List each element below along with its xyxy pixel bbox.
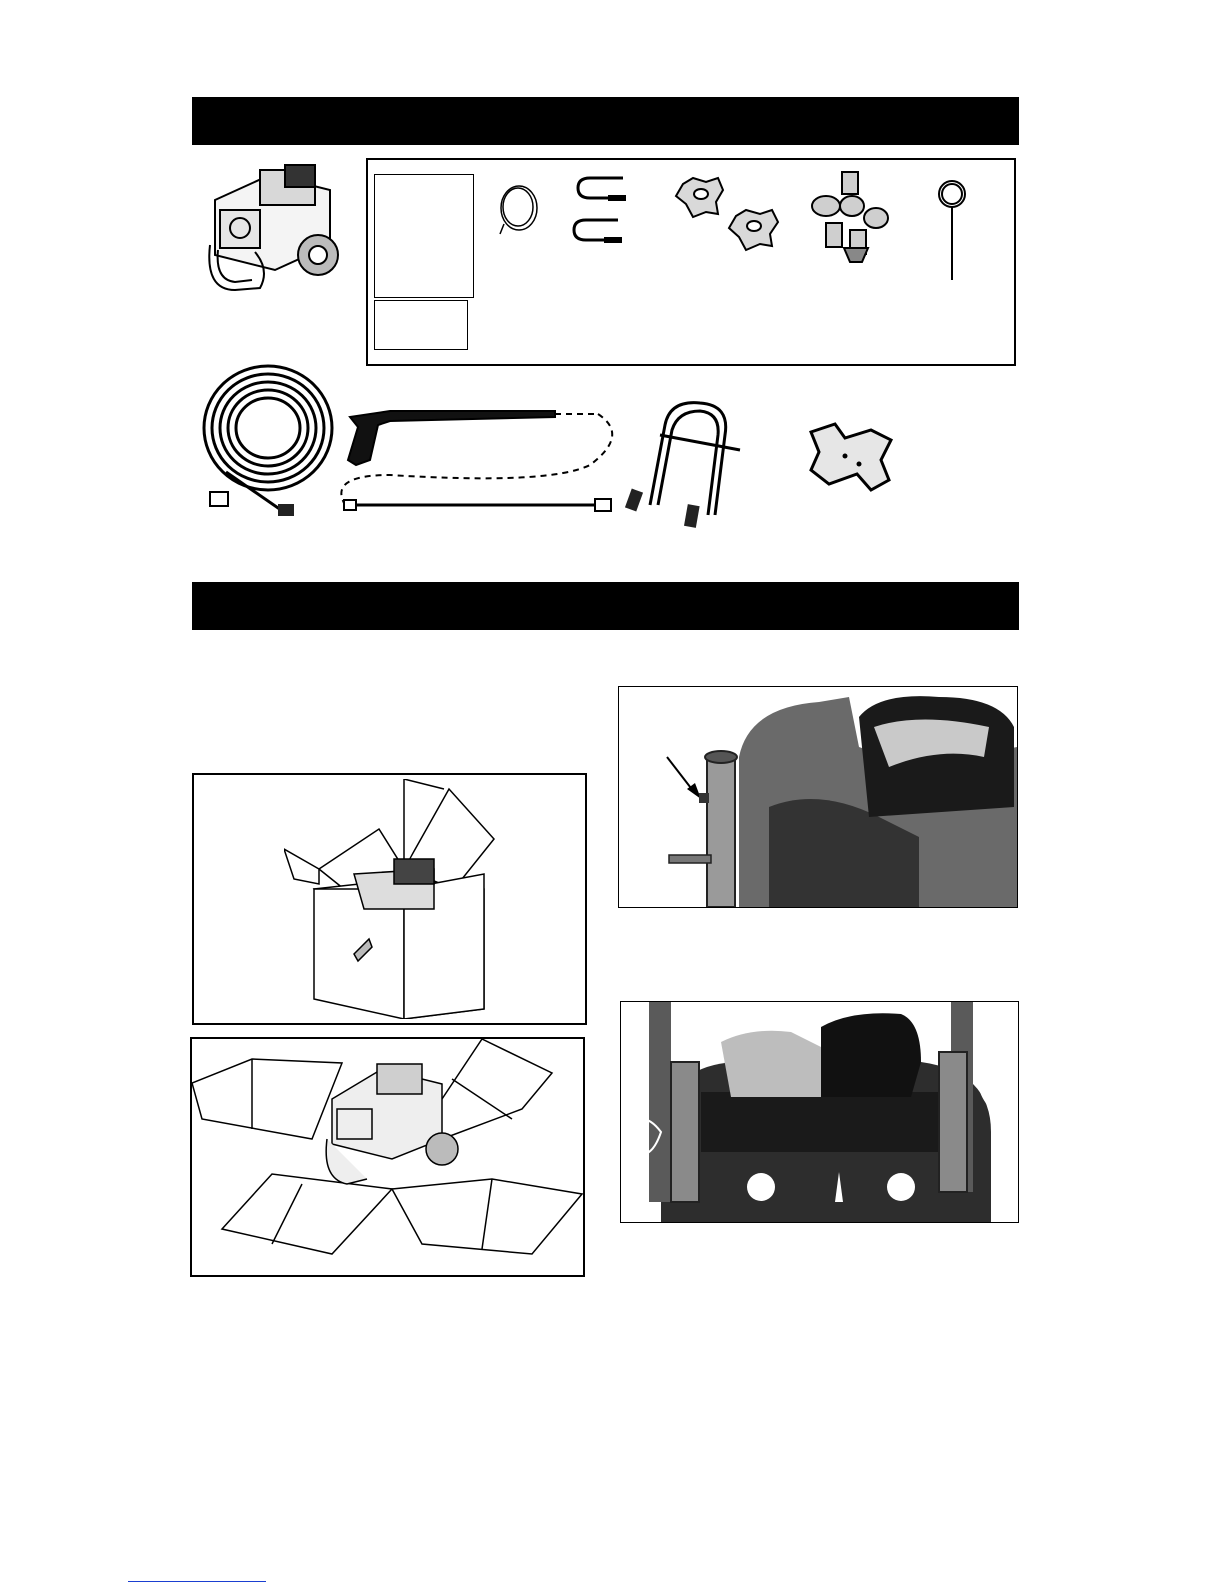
handle-bolt-photo [618,686,1018,908]
handle-knob-icon [668,172,798,267]
handle-illustration [620,395,750,535]
footnote-separator [128,1581,266,1582]
flattened-carton-illustration [192,1039,583,1275]
spark-plug-wire-icon [496,178,542,236]
high-pressure-hose-illustration [196,360,341,520]
hardware-label-box [374,174,474,298]
section-header-bar-contents [192,97,1019,145]
handle-knobs-photo-image [621,1002,1018,1222]
handle-bolt-photo-image [619,687,1017,907]
handle-knobs-photo [620,1001,1019,1223]
hardware-note-box [374,300,468,350]
dipstick-icon [932,178,972,284]
spray-tips-icon [804,168,894,268]
hardware-kit-box [366,158,1016,366]
u-bolt-icon [568,170,638,270]
mounting-bracket-illustration [805,420,895,495]
open-carton-illustration [284,779,504,1019]
spray-gun-and-wand-illustration [330,395,620,520]
pressure-washer-illustration [190,160,355,295]
flattened-carton-figure [190,1037,585,1277]
section-header-bar-assembly [192,582,1019,630]
open-carton-figure [192,773,587,1025]
